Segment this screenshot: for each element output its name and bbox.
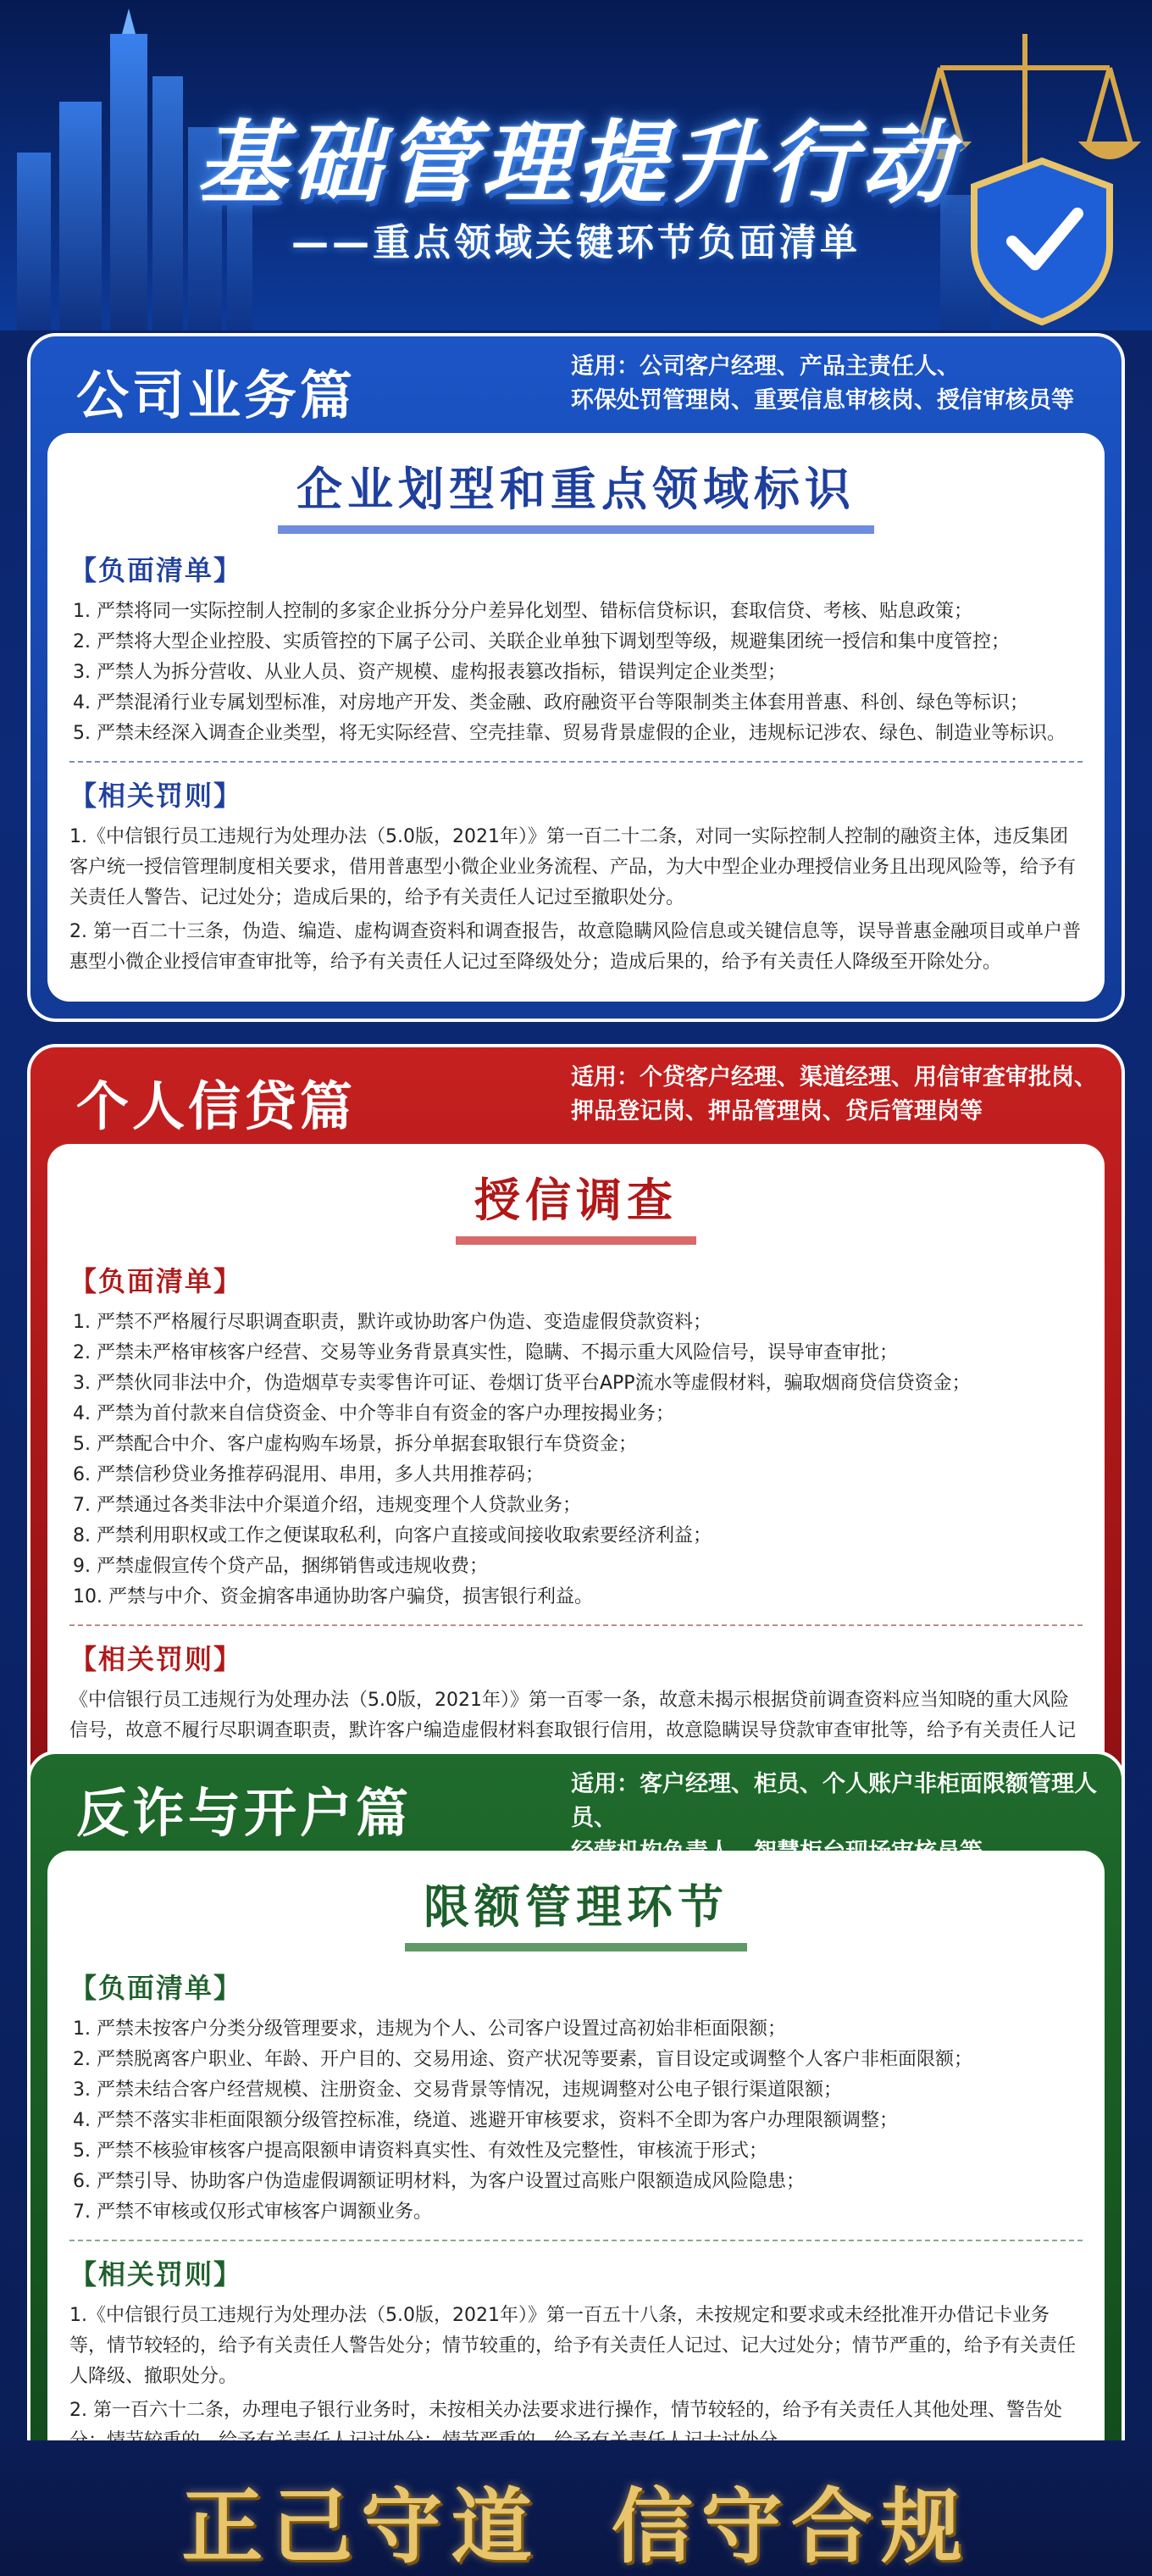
penalty-item: 1.《中信银行员工违规行为处理办法（5.0版，2021年）》第一百五十八条，未按规定和要求或未经批准开办借记卡业务等，情节较轻的，给予有关责任人警告处分；情节较重的，给予有关责任人记过、记大过处分；情节严重的，给予有关责任人降级、撤职处分。 <box>69 2305 1077 2387</box>
dashed-divider <box>69 761 1083 763</box>
penalty-item: 《中信银行员工违规行为处理办法（5.0版，2021年）》第一百零一条，故意未揭示根据贷前调查资料应当知晓的重大风险信号，故意不履行尽职调查职责，默许客户编造虚假材料套取银行信用，故意隐瞒误导贷款审查审批等，给予有关责任人记 <box>69 1690 1077 1741</box>
page-footer <box>0 2440 1152 2576</box>
footer-slogan: 正己守道 信守合规 <box>181 2479 971 2574</box>
list-item: 2. 严禁脱离客户职业、年龄、开户目的、交易用途、资产状况等要素，盲目设定或调整个人客户非柜面限额； <box>73 2049 972 2070</box>
list-item: 4. 严禁不落实非柜面限额分级管控标准，绕道、逃避开审核要求，资料不全即为客户办理限额调整； <box>73 2110 898 2131</box>
section-corporate <box>27 333 1125 1022</box>
list-item: 3. 严禁未结合客户经营规模、注册资金、交易背景等情况，违规调整对公电子银行渠道限额； <box>73 2079 842 2101</box>
list-item: 1. 严禁不严格履行尽职调查职责，默许或协助客户伪造、变造虚假贷款资料； <box>73 1312 712 1333</box>
negative-list <box>69 597 1083 749</box>
negative-list <box>69 2014 1083 2228</box>
list-item: 2. 严禁将大型企业控股、实质管控的下属子公司、关联企业单独下调划型等级，规避集团统一授信和集中度管控； <box>73 631 1010 652</box>
negative-list-label: 【负面清单】 <box>69 554 243 586</box>
list-item: 5. 严禁配合中介、客户虚构购车场景，拆分单据套取银行车贷资金； <box>73 1434 637 1455</box>
penalty-label: 【相关罚则】 <box>69 1643 243 1675</box>
list-item: 6. 严禁信秒贷业务推荐码混用、串用，多人共用推荐码； <box>73 1464 544 1485</box>
section-anti-fraud <box>27 1751 1125 2501</box>
page-subtitle: ——重点领域关键环节负面清单 <box>291 221 861 264</box>
negative-list-label: 【负面清单】 <box>69 1972 243 2004</box>
section-title: 公司业务篇 <box>76 364 357 426</box>
list-item: 7. 严禁通过各类非法中介渠道介绍，违规变理个人贷款业务； <box>73 1495 581 1516</box>
section-header <box>36 1052 1116 1144</box>
list-item: 5. 严禁未经深入调查企业类型，将无实际经营、空壳挂靠、贸易背景虚假的企业，违规标记涉农、绿色、制造业等标识。 <box>73 723 1066 744</box>
section-title: 反诈与开户篇 <box>76 1782 413 1844</box>
list-item: 1. 严禁将同一实际控制人控制的多家企业拆分分户差异化划型、错标信贷标识，套取信贷、考核、贴息政策； <box>73 601 972 622</box>
section-applicable-roles: 适用：个贷客户经理、渠道经理、用信审查审批岗、 押品登记岗、押品管理岗、贷后管理岗等 <box>571 1064 1097 1124</box>
topic-heading: 限额管理环节 <box>405 1871 747 1951</box>
list-item: 10. 严禁与中介、资金掮客串通协助客户骗贷，损害银行利益。 <box>73 1586 593 1607</box>
section-header <box>36 1759 1116 1851</box>
list-item: 4. 严禁混淆行业专属划型标准，对房地产开发、类金融、政府融资平台等限制类主体套用普惠、科创、绿色等标识； <box>73 692 1028 713</box>
penalty-label: 【相关罚则】 <box>69 780 243 812</box>
penalty-item: 2. 第一百二十三条，伪造、编造、虚构调查资料和调查报告，故意隐瞒风险信息或关键信息等，误导普惠金融项目或单户普惠型小微企业授信审查审批等，给予有关责任人记过至降级处分；造成后果的，给予有关责任人降级至开除处分。 <box>69 921 1081 973</box>
section-body <box>47 1851 1105 2480</box>
dashed-divider <box>69 1624 1083 1626</box>
section-title: 个人信贷篇 <box>76 1075 357 1137</box>
section-body <box>47 1144 1105 1801</box>
list-item: 5. 严禁不核验审核客户提高限额申请资料真实性、有效性及完整性，审核流于形式； <box>73 2140 767 2162</box>
penalty-item: 2. 第一百六十二条，办理电子银行业务时，未按相关办法要求进行操作，情节较轻的，给予有关责任人其他处理、警告处 <box>69 2400 1062 2421</box>
list-item: 2. 严禁未严格审核客户经营、交易等业务背景真实性，隐瞒、不揭示重大风险信号，误导审查审批； <box>73 1342 898 1363</box>
list-item: 9. 严禁虚假宣传个贷产品，捆绑销售或违规收费； <box>73 1556 488 1577</box>
negative-list-label: 【负面清单】 <box>69 1265 243 1297</box>
list-item: 8. 严禁利用职权或工作之便谋取私利，向客户直接或间接收取索要经济利益； <box>73 1525 712 1546</box>
section-personal-credit <box>27 1044 1125 1821</box>
page-title: 基础管理提升行动 <box>197 111 955 215</box>
section-applicable-roles: 适用：客户经理、柜员、个人账户非柜面限额管理人员、 <box>571 1771 1097 1831</box>
page-header <box>0 0 1152 330</box>
list-item: 3. 严禁伙同非法中介，伪造烟草专卖零售许可证、卷烟订货平台APP流水等虚假材料，骗取烟商贷信贷资金； <box>73 1373 971 1394</box>
list-item: 3. 严禁人为拆分营收、从业人员、资产规模、虚构报表篡改指标，错误判定企业类型； <box>73 662 786 683</box>
topic-heading: 企业划型和重点领域标识 <box>278 453 874 534</box>
dashed-divider <box>69 2240 1083 2241</box>
list-item: 7. 严禁不审核或仅形式审核客户调额业务。 <box>73 2201 432 2223</box>
section-body <box>47 433 1105 1002</box>
list-item: 6. 严禁引导、协助客户伪造虚假调额证明材料，为客户设置过高账户限额造成风险隐患； <box>73 2171 805 2192</box>
list-item: 4. 严禁为首付款来自信贷资金、中介等非自有资金的客户办理按揭业务； <box>73 1403 674 1424</box>
penalty-label: 【相关罚则】 <box>69 2258 243 2290</box>
section-header <box>36 341 1116 433</box>
negative-list <box>69 1307 1083 1613</box>
section-applicable-roles: 适用：公司客户经理、产品主责任人、 环保处罚管理岗、重要信息审核岗、授信审核员等 <box>571 353 1074 414</box>
list-item: 1. 严禁未按客户分类分级管理要求，违规为个人、公司客户设置过高初始非柜面限额； <box>73 2018 786 2040</box>
topic-heading: 授信调查 <box>456 1164 696 1245</box>
penalty-item: 1.《中信银行员工违规行为处理办法（5.0版，2021年）》第一百二十二条，对同一实际控制人控制的融资主体，违反集团客户统一授信管理制度相关要求，借用普惠型小微企业业务流程、产品，为大中型企业办理授信业务且出现风险等，给予有关责任人警告、记过处分；造成后果的，给予有关责任人记过至撤职处分。 <box>69 826 1077 908</box>
